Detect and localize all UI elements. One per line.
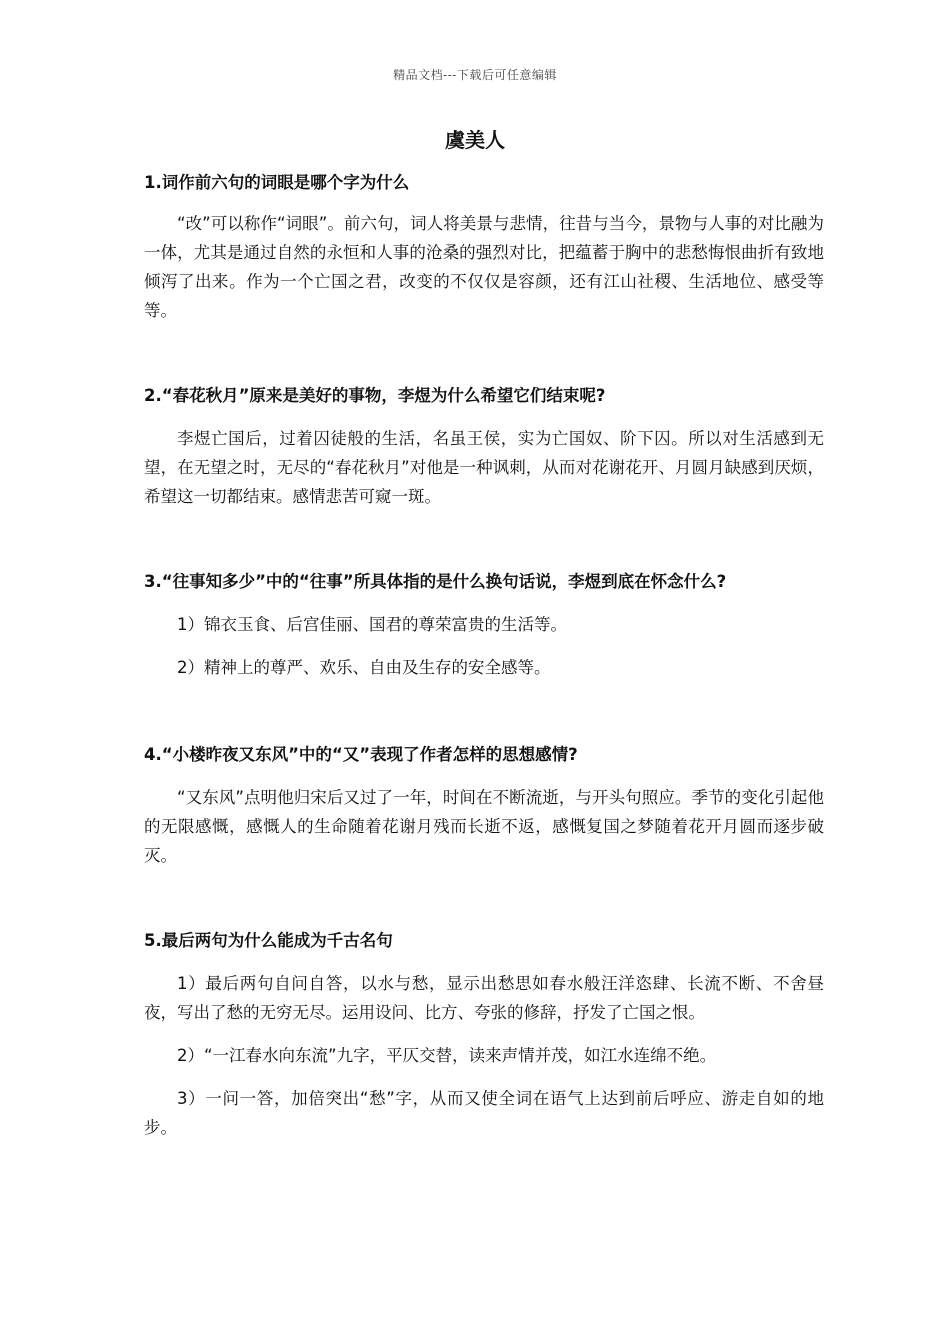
document-header-note: 精品文档---下载后可任意编辑 — [393, 68, 557, 82]
question-4: 4.“小楼昨夜又东风”中的“又”表现了作者怎样的思想感情? — [144, 745, 578, 764]
answer-3-item-1: 1）锦衣玉食、后宫佳丽、国君的尊荣富贵的生活等。 — [177, 615, 567, 634]
answer-1: “改”可以称作“词眼”。前六句，词人将美景与悲情，往昔与当今，景物与人事的对比融为一体，尤其是通过自然的永恒和人事的沧桑的强烈对比，把蕴蓄于胸中的悲愁悔恨曲折有致地倾泻了出来。作为一个亡国之君，改变的不仅仅是容颜，还有江山社稷、生活地位、感受等等。 — [144, 214, 824, 320]
answer-5-item-3: 3）一问一答，加倍突出“愁”字，从而又使全词在语气上达到前后呼应、游走自如的地步。 — [144, 1089, 824, 1137]
answer-3-item-2: 2）精神上的尊严、欢乐、自由及生存的安全感等。 — [177, 658, 551, 677]
answer-2: 李煜亡国后，过着囚徒般的生活，名虽王侯，实为亡国奴、阶下囚。所以对生活感到无望，在无望之时，无尽的“春花秋月”对他是一种讽刺，从而对花谢花开、月圆月缺感到厌烦，希望这一切都结束。感情悲苦可窥一斑。 — [144, 429, 824, 506]
document-body — [144, 168, 824, 1142]
answer-4: “又东风”点明他归宋后又过了一年，时间在不断流逝，与开头句照应。季节的变化引起他的无限感慨，感慨人的生命随着花谢月残而长逝不返，感慨复国之梦随着花开月圆而逐步破灭。 — [144, 788, 824, 865]
question-1: 1.词作前六句的词眼是哪个字为什么 — [144, 173, 410, 192]
question-2: 2.“春花秋月”原来是美好的事物，李煜为什么希望它们结束呢? — [144, 386, 606, 405]
document-title: 虞美人 — [445, 128, 505, 152]
answer-5-item-2: 2）“一江春水向东流”九字，平仄交替，读来声情并茂，如江水连绵不绝。 — [177, 1046, 717, 1065]
question-3: 3.“往事知多少”中的“往事”所具体指的是什么换句话说，李煜到底在怀念什么? — [144, 572, 727, 591]
answer-5-item-1: 1）最后两句自问自答，以水与愁，显示出愁思如春水般汪洋恣肆、长流不断、不舍昼夜，写出了愁的无穷无尽。运用设问、比方、夸张的修辞，抒发了亡国之恨。 — [144, 974, 824, 1022]
question-5: 5.最后两句为什么能成为千古名句 — [144, 931, 393, 950]
